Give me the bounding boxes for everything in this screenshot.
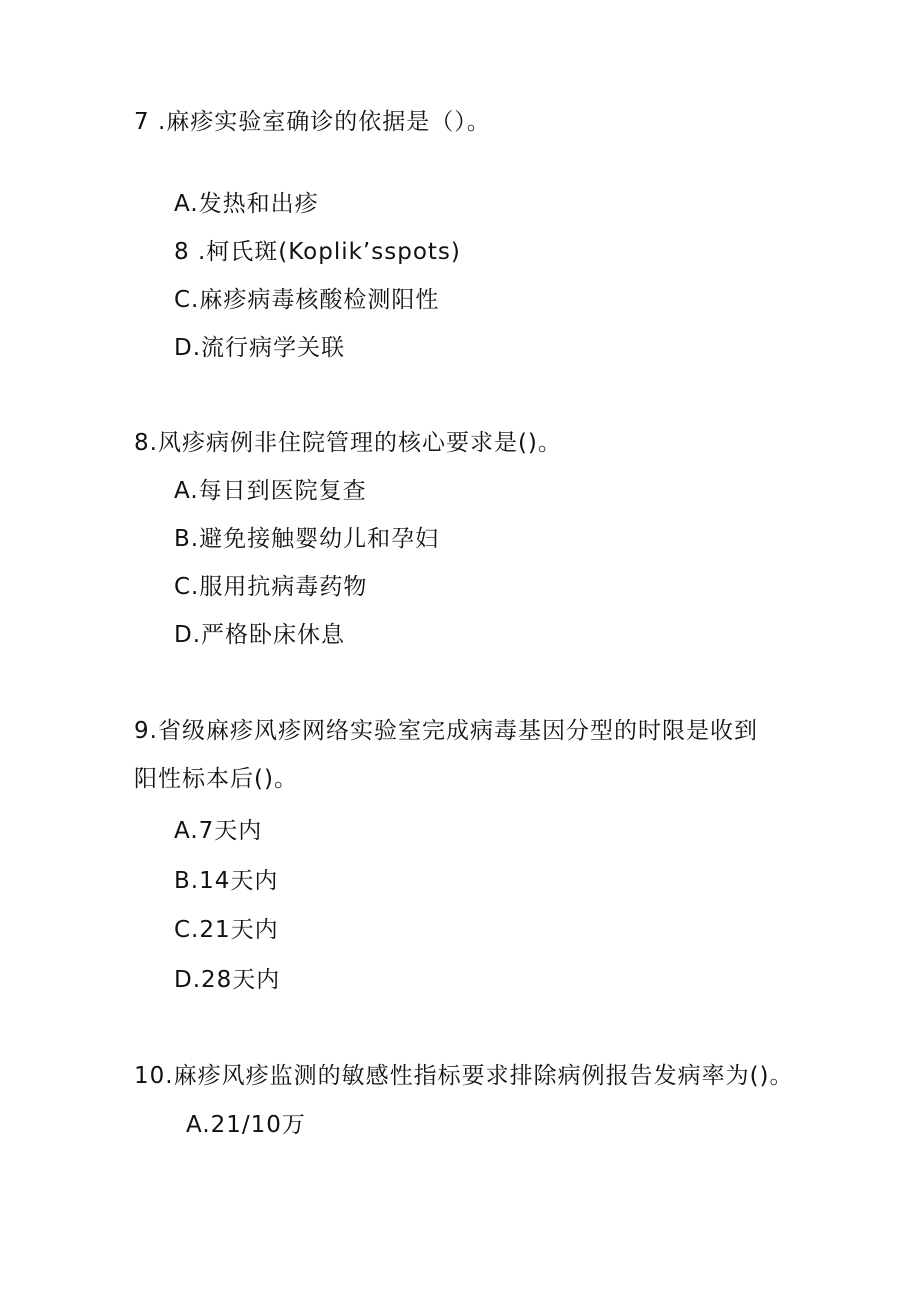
question-8-stem: 8.风疹病例非住院管理的核心要求是()。 [134, 430, 562, 456]
question-7-option-b: 8 .柯氏斑(Koplik’sspots) [174, 239, 461, 265]
question-9-option-b: B.14天内 [174, 868, 279, 894]
question-8-option-d: D.严格卧床休息 [174, 622, 346, 648]
question-8-option-a: A.每日到医院复查 [174, 478, 367, 504]
question-7-stem: 7 .麻疹实验室确诊的依据是（）。 [134, 109, 491, 135]
question-9-stem-line-1: 9.省级麻疹风疹网络实验室完成病毒基因分型的时限是收到 [134, 718, 758, 744]
question-7-option-d: D.流行病学关联 [174, 335, 346, 361]
question-7-option-c: C.麻疹病毒核酸检测阳性 [174, 287, 440, 313]
question-7-option-a: A.发热和出疹 [174, 191, 319, 217]
question-9-option-c: C.21天内 [174, 917, 279, 943]
question-10-stem: 10.麻疹风疹监测的敏感性指标要求排除病例报告发病率为()。 [134, 1063, 794, 1089]
question-10-option-a: A.21/10万 [186, 1112, 306, 1138]
question-9-stem-line-2: 阳性标本后()。 [134, 766, 298, 792]
question-8-option-c: C.服用抗病毒药物 [174, 574, 368, 600]
question-8-option-b: B.避免接触婴幼儿和孕妇 [174, 526, 440, 552]
question-9-option-d: D.28天内 [174, 967, 281, 993]
question-9-option-a: A.7天内 [174, 818, 263, 844]
